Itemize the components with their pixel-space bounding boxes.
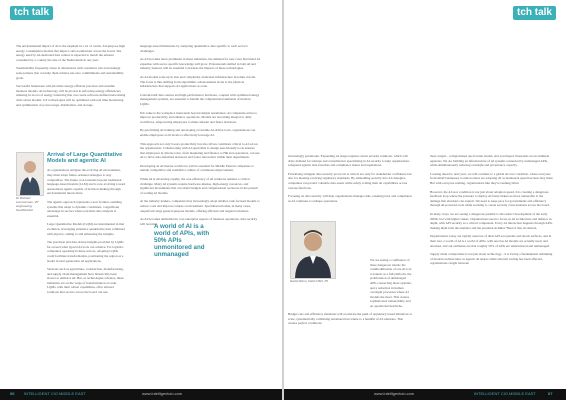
paragraph: Large Quantitative Models (LQM) are instrumental in that evolution, leveraging extensive quantitative data combined with physics, adding to and enhancing the insights. xyxy=(47,222,125,236)
left-page-column-2 xyxy=(140,44,260,230)
paragraph: Supply chain compromise is not just about technology - it is facing a fundamental rethinking of modern architectures as agentic AI shares while external tooling has been affected, organisations caught between xyxy=(430,252,553,266)
magazine-name: INTELLIGENT CIO MIDDLE EAST xyxy=(474,391,536,396)
paragraph: language-based limitations by analysing quantitative data specific to each sector's challenges. xyxy=(140,44,248,53)
paragraph: increasingly paramount. Expanding AI usage requires robust security solutions, which will drive demand for startups and consultancies specialising in AI security to help organisations safeguard against data breaches and compliance issues and regulations. xyxy=(288,154,410,168)
paragraph: While AI is advancing rapidly, the cost-efficiency of AI solutions remains a critical challenge. Many AI systems require hardware-intense, high-energy resources, and significant investments that can strain budgets and computational resources in the pursuit of scaling AI models. xyxy=(140,177,258,195)
paragraph: Sustainability frequently arises in discussions with customers who increasingly seek partners that can help them achieve net-zero commitments and sustainability goals. xyxy=(16,66,124,80)
person-portrait-icon xyxy=(291,222,335,278)
paragraph: However, the AI race condition is not just about adoption speed. It is creating a dangerous feedback loop where the pressure to deploy AI faster makes us more vulnerable to the damage that attackers can exploit. We need to keep pace for governments and efficiency through AI-powered tools while working to create security consciousness across the board. xyxy=(430,189,550,208)
right-page-column-1-bottom xyxy=(288,312,412,330)
techtalk-logo: tch talk xyxy=(10,6,53,20)
author-photo xyxy=(290,221,336,279)
paragraph: Successful businesses will prioritise energy-efficient practices and sensible business models. AI technology will be pivotal in enforcing energy efficiencies, ushering in an era of energy balancing that can create software-defined networking with robust models. IoT technologies will be optimised with real time monitoring and optimisation of power usage, distribution, and storage. xyxy=(16,84,126,107)
paragraph: The precision and data-driven insights provided by LQMs far exceed what typical AI tools can achieve. For logistics companies operating in these sectors, adopting LQMs could facilitate transformation, positioning the region as a leader in next-generation AI applications. xyxy=(47,240,124,263)
paragraph: As AI becomes more prominent in these industries, the demand for new roles that blend AI expertise with sector-specific knowledge will grow. Professionals skilled in both AI and industry nuances will be essential to harness the impacts of these technologies. xyxy=(140,57,260,71)
right-page-footer xyxy=(284,389,566,400)
author-photo xyxy=(16,152,44,196)
paragraph: The environmental impact of AI is the elephant in a lot of rooms. All-purpose high energy consumption models that impact carbon emissions across the board. The energy used by AI-dedicated data centres is expected to match the amount consumed by a country the size of the Netherlands in one year. xyxy=(16,44,125,62)
person-portrait-icon xyxy=(17,153,43,195)
paragraph: By prioritising AI training and developing accessible AI-driven tools, organisations can enable employees at all levels to effectively leverage AI. xyxy=(140,128,256,137)
paragraph: As AI becomes embedded in core enterprise aspects of business operations, data security will become xyxy=(140,217,258,226)
website-link[interactable]: www.intelligentcio.com xyxy=(142,391,183,396)
left-page-footer xyxy=(0,389,282,400)
paragraph: In many ways, we are seeing a dangerous parallel to the restrict development of the early 2000s, but with higher stakes. Organisations need to focus on AI architecture and defence in depth, with API security as a critical component. Every AI interaction happens through APIs, making them both the enablers and the potential Achilles' Heel of this revolution. xyxy=(430,211,553,230)
paragraph: Prioritising stringent data security protocols is critical not only for stakeholder confidence but also for meeting evolving regulatory standards. By embedding security into AI strategies, companies can protect valuable data assets while safely scaling their AI capabilities across various functions. xyxy=(288,171,412,190)
paragraph: We are seeing a confluence of three dangerous trends: the commoditisation of one AI tool to launch as a full platform, the proliferation of unmanaged APIs connecting these systems, and a reduction in human oversight processes where AI models the most. This creates sophisticated vulnerability and an operational headache. xyxy=(370,258,412,308)
paragraph: Budget cuts and efficiency mandates will accelerate the push of regulatory-based initiatives at scale, systematically combining automated but where to a handful of AI solutions. This creates perfect conditions xyxy=(288,312,412,326)
page-number: 06 xyxy=(10,391,15,396)
section-heading: Arrival of Large Quantitative Models and agentic AI xyxy=(47,152,123,165)
paragraph: This approach not only boosts productivity but also drives conditions critical to AI across the organisation. Collaborating with AI specialists to design user-friendly tools ensures that employees in diverse roles, from marketing and finance to HR and operations, can use AI to drive data-informed decisions and foster innovation within their departments. xyxy=(140,141,260,160)
right-page-column-1-lower xyxy=(370,258,412,313)
paragraph: IOs value is the workplace transcends beyond simple automation. AI companies strive to improve productivity and enhance operations. Models are becoming integral to daily workflows, empowering employees to make smarter and faster decisions. xyxy=(140,110,258,124)
website-link[interactable]: www.intelligentcio.com xyxy=(374,391,415,396)
pull-quote: A world of AI is a world of APIs, with 50% APIs unmonitored and unmanaged xyxy=(154,223,210,258)
paragraph: At the industry leaders, companies may increasingly adopt smaller, task-focused models to reduce costs and improve returns on investment. Specialised models, in many cases, outperform large general-purpose models, offering efficient and targeted solutions. xyxy=(140,199,260,213)
paragraph: Organisations today are rapidly unaware of their API ecosystems and attack surfaces, and in their rest, a world of AI is a world of APIs, with one has AI models are actually used, and attacked, and our estimates are that roughly 50% of APIs are unmonitored and unmanaged. xyxy=(430,234,552,248)
author-photo-caption: Dr Richard Lemmerman, VP engineering, GeoPlexHub xyxy=(16,196,39,212)
author-photo-caption: David Warm, Field CISO, F5 xyxy=(290,279,328,283)
paragraph: As AI models scale up in size and complexity, dedicated infrastructure becomes crucial. The focus is thus shifting from algorithmic advancements alone to the physical infrastructure that supports AI applications at scale. xyxy=(140,74,256,89)
right-page-column-1 xyxy=(288,154,412,207)
page-number: 07 xyxy=(548,391,553,396)
magazine-name: INTELLIGENT CIO MIDDLE EAST xyxy=(24,391,86,396)
paragraph: Focusing on data security will help organisations manage risks, ensuring trust and compliance as AI continues to reshape operations. xyxy=(288,194,413,203)
paragraph: The agentic approach represents a new frontier, enabling systems that adapt to dynamic conditions, a significant advantage in sectors where real-time data analysis is essential. xyxy=(47,199,122,218)
paragraph: Custom-built data centres and high-performance hardware, coupled with optimised energy management systems, are essential to handle the computational demands of modern LQMs. xyxy=(140,92,260,106)
left-page-column-1 xyxy=(16,44,126,111)
right-page-column-2 xyxy=(430,154,554,270)
paragraph: Verticals such as agriculture, construction, manufacturing, and supply chain management have historically been slower to embrace AI. But, as technologies advance, these industries are on the verge of transformation at scale. LQMs, with their robust capabilities, offer tailored solutions that sectors across the board can use. xyxy=(47,267,124,295)
techtalk-logo: tch talk xyxy=(513,6,556,20)
left-page xyxy=(0,0,282,400)
paragraph: Looking ahead to next year, we will continue to a global AI race condition, where everyone from small businesses to nation-states are adopting AI as breakneck speed because they must. But with everyone rushing, organisations like they're running blind. xyxy=(430,171,554,185)
paragraph: As organisations navigate the evolving AI environment, they must adopt future-oriented strategies to stay competitive. The future of AI extends beyond traditional language-based models (LLM) and is now evolving toward autonomous agents capable of decision-making through environmental interactions. xyxy=(47,168,126,196)
paragraph: more targets - compromised one frontier model, and you impact thousands across multiple agencies. We are building an infrastructure of AI systems connected by unmanaged APIs, while simultaneously reducing oversight and governance capacity. xyxy=(430,154,550,168)
paragraph: Developing an AI literate workforce will be essential for Middle Eastern companies to remain competitive and establish a culture of continuous improvement. xyxy=(140,163,254,173)
left-page-column-1-lower xyxy=(47,152,126,299)
